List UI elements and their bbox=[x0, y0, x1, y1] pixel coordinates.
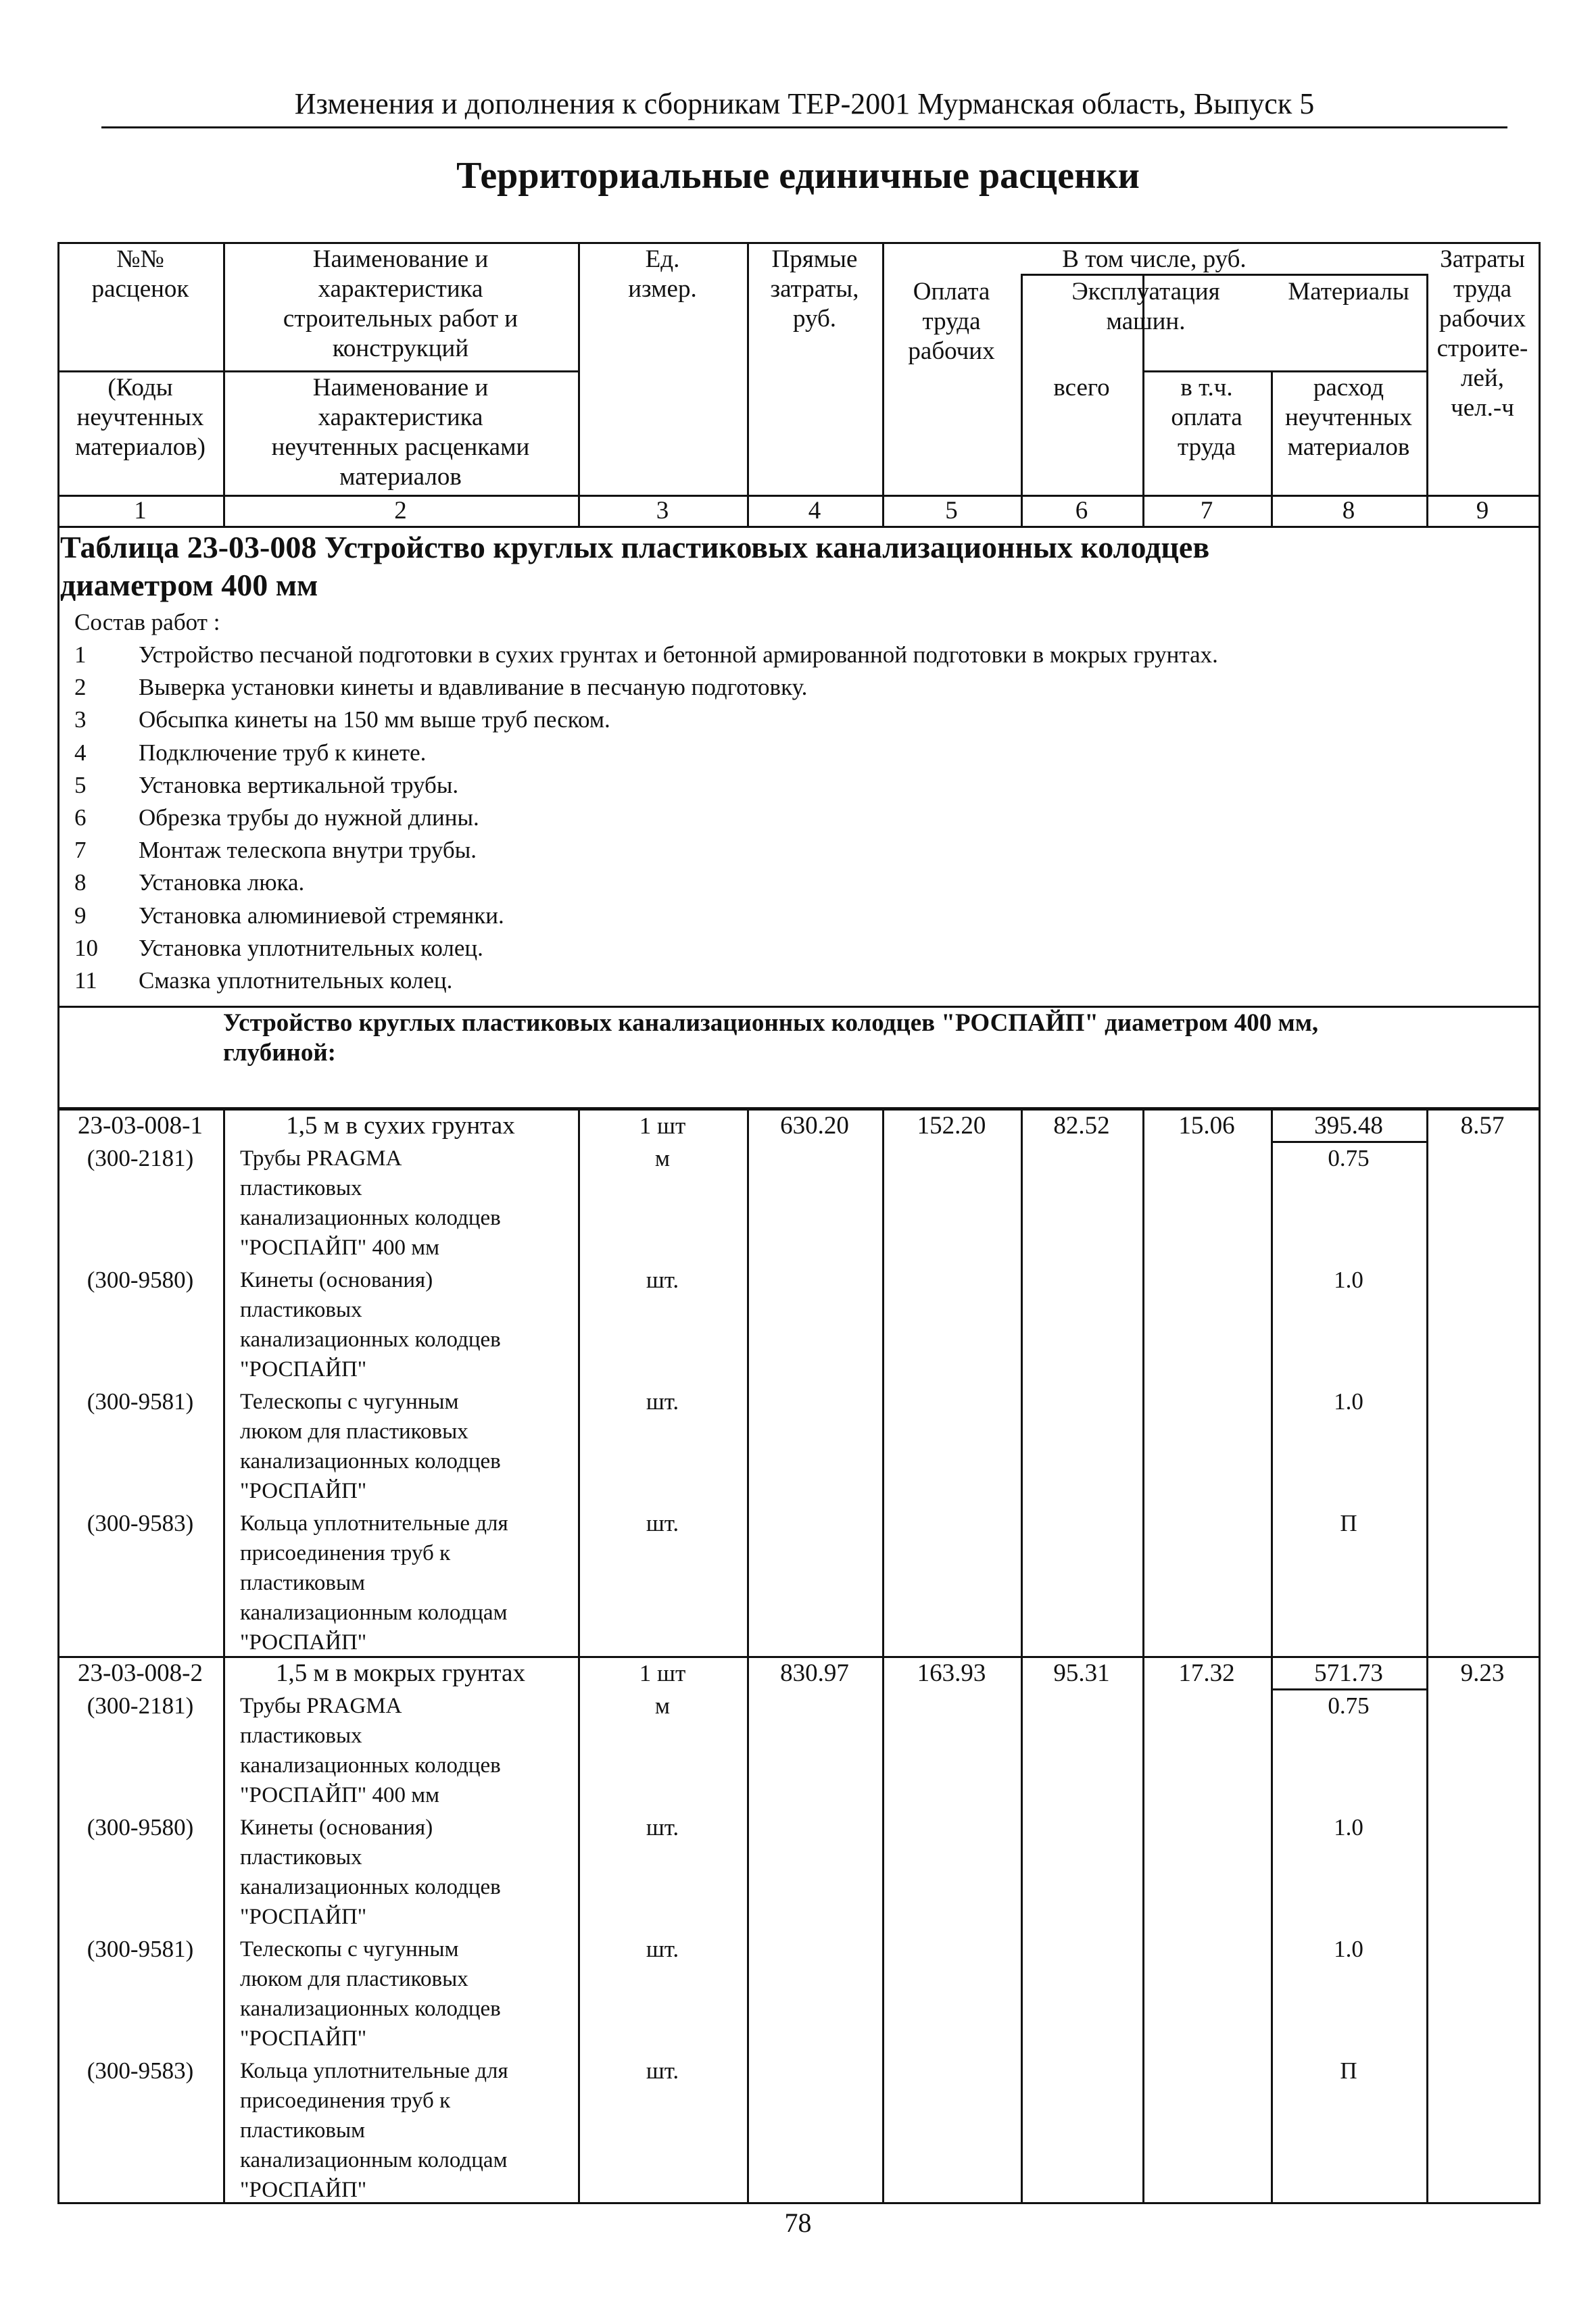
work-item-line: Монтаж телескопа внутри трубы. bbox=[139, 837, 477, 864]
column-number bbox=[1426, 496, 1539, 526]
materials-underline bbox=[1271, 1688, 1428, 1690]
material-unit bbox=[578, 1691, 747, 1721]
material-name-line: "РОСПАЙП" 400 мм bbox=[240, 1783, 440, 1807]
work-number bbox=[74, 933, 122, 964]
table-rule bbox=[1021, 1108, 1023, 1656]
rate-code-line: 23-03-008-2 bbox=[78, 1659, 203, 1687]
header-col2-top-line: Наименование и bbox=[312, 245, 489, 273]
material-unit bbox=[578, 1934, 747, 1964]
rate-labor-hours-line: 8.57 bbox=[1460, 1112, 1505, 1140]
column-number-line: 8 bbox=[1342, 497, 1355, 525]
rate-direct-cost-line: 630.20 bbox=[780, 1112, 849, 1140]
header-col4-line: руб. bbox=[792, 305, 837, 333]
header-col5-line: Оплата bbox=[913, 278, 990, 306]
header-col8-line: неучтенных bbox=[1285, 404, 1412, 431]
page-title: Территориальные единичные расценки bbox=[456, 155, 1140, 197]
table-rule bbox=[882, 1108, 884, 1656]
header-col2-bottom-line: характеристика bbox=[318, 404, 483, 431]
material-name-line: Кинеты (основания) bbox=[240, 1816, 433, 1840]
rate-labor-hours bbox=[1426, 1111, 1539, 1140]
rate-code-line: 23-03-008-1 bbox=[78, 1112, 203, 1140]
material-code-line: (300-9580) bbox=[87, 1267, 194, 1293]
header-sub-rule bbox=[1142, 370, 1428, 372]
material-code bbox=[57, 1265, 223, 1295]
header-col6-line: всего bbox=[1053, 374, 1110, 401]
header-materials bbox=[1271, 277, 1426, 307]
rate-direct-cost bbox=[747, 1659, 882, 1688]
header-col5-line: рабочих bbox=[908, 337, 995, 365]
material-code-line: (300-2181) bbox=[87, 1145, 194, 1171]
header-col2-bottom bbox=[223, 373, 578, 492]
rate-unit bbox=[578, 1111, 747, 1140]
table-rule bbox=[747, 1656, 749, 2202]
material-name-line: Телескопы с чугунным bbox=[240, 1937, 459, 1961]
work-number-line: 3 bbox=[74, 706, 87, 733]
table-rule bbox=[747, 1108, 749, 1656]
rate-machines-cost-line: 82.52 bbox=[1053, 1112, 1110, 1140]
work-item bbox=[139, 867, 1524, 898]
work-item bbox=[139, 704, 1524, 735]
works-title bbox=[74, 607, 615, 638]
material-name bbox=[223, 1387, 578, 1506]
material-name-line: Кинеты (основания) bbox=[240, 1268, 433, 1292]
header-col3 bbox=[578, 245, 747, 304]
header-col2-bottom-line: Наименование и bbox=[312, 374, 489, 401]
material-unit bbox=[578, 1265, 747, 1295]
work-number-line: 6 bbox=[74, 804, 87, 831]
rate-labor-cost-line: 152.20 bbox=[917, 1112, 986, 1140]
material-name-line: канализационных колодцев bbox=[240, 1753, 501, 1778]
column-number-line: 5 bbox=[945, 497, 958, 525]
work-number-line: 7 bbox=[74, 837, 87, 864]
material-name bbox=[223, 1144, 578, 1263]
header-top-rule bbox=[57, 242, 1541, 244]
table-rule bbox=[1539, 1656, 1541, 2202]
material-name-line: "РОСПАЙП" bbox=[240, 2178, 367, 2202]
work-number bbox=[74, 770, 122, 801]
work-item-line: Смазка уплотнительных колец. bbox=[139, 967, 453, 994]
header-machines-line: машин. bbox=[1106, 308, 1186, 335]
rate-top-rule bbox=[57, 1656, 1541, 1658]
material-name-line: Кольца уплотнительные для bbox=[240, 2059, 508, 2083]
rate-machines-cost-line: 95.31 bbox=[1053, 1659, 1110, 1687]
work-number-line: 10 bbox=[74, 934, 98, 961]
rate-direct-cost-line: 830.97 bbox=[780, 1659, 849, 1687]
material-name bbox=[223, 1509, 578, 1657]
material-unit-line: шт. bbox=[646, 1388, 679, 1415]
material-name-line: присоединения труб к bbox=[240, 1541, 451, 1565]
header-col9-line: чел.-ч bbox=[1451, 394, 1514, 422]
material-name bbox=[223, 1265, 578, 1384]
material-name bbox=[223, 2056, 578, 2205]
header-col5-line: труда bbox=[922, 308, 981, 335]
header-col1-top-line: №№ bbox=[116, 245, 164, 273]
material-quantity-line: 1.0 bbox=[1334, 1936, 1363, 1962]
rate-name bbox=[223, 1111, 578, 1140]
material-quantity-line: 1.0 bbox=[1334, 1388, 1363, 1415]
page-number: 78 bbox=[784, 2208, 812, 2238]
material-name-line: пластиковым bbox=[240, 2118, 365, 2143]
material-name-line: "РОСПАЙП" bbox=[240, 1630, 367, 1655]
material-unit-line: шт. bbox=[646, 1267, 679, 1293]
rate-machines-labor bbox=[1142, 1659, 1271, 1688]
work-number-line: 4 bbox=[74, 739, 87, 766]
rate-materials-cost-line: 571.73 bbox=[1314, 1659, 1383, 1687]
material-quantity-line: 0.75 bbox=[1328, 1692, 1370, 1719]
header-col2-top-line: строительных работ и bbox=[283, 305, 518, 333]
table-heading-line: Таблица 23-03-008 Устройство круглых пластиковых канализационных колодцев bbox=[60, 530, 1210, 564]
column-number bbox=[578, 496, 747, 526]
table-rule bbox=[1539, 526, 1541, 1107]
material-unit bbox=[578, 1144, 747, 1173]
column-number-line: 1 bbox=[134, 497, 147, 525]
work-number bbox=[74, 672, 122, 703]
work-item-line: Обрезка трубы до нужной длины. bbox=[139, 804, 479, 831]
table-rule bbox=[1271, 1108, 1273, 1656]
work-item-line: Установка уплотнительных колец. bbox=[139, 934, 483, 961]
header-col2-bottom-line: материалов bbox=[339, 463, 462, 491]
material-quantity-line: П bbox=[1340, 2057, 1357, 2084]
material-name-line: пластиковых bbox=[240, 1176, 362, 1200]
header-col7-line: в т.ч. bbox=[1180, 374, 1233, 401]
header-col7-line: труда bbox=[1177, 433, 1236, 461]
works-title-line: Состав работ : bbox=[74, 609, 220, 635]
work-number bbox=[74, 802, 122, 833]
material-quantity bbox=[1271, 1265, 1426, 1295]
material-unit-line: м bbox=[654, 1692, 671, 1719]
column-number-line: 6 bbox=[1075, 497, 1088, 525]
work-item-line: Выверка установки кинеты и вдавливание в песчаную подготовку. bbox=[139, 674, 808, 701]
material-name-line: присоединения труб к bbox=[240, 2089, 451, 2113]
header-col4 bbox=[747, 245, 882, 334]
column-number-line: 4 bbox=[808, 497, 821, 525]
material-unit-line: шт. bbox=[646, 2057, 679, 2084]
material-name-line: пластиковых bbox=[240, 1298, 362, 1322]
material-name-line: канализационных колодцев bbox=[240, 1206, 501, 1230]
material-code bbox=[57, 1813, 223, 1843]
column-number-line: 2 bbox=[394, 497, 407, 525]
work-number-line: 1 bbox=[74, 641, 87, 668]
table-rule bbox=[1271, 1656, 1273, 2202]
rate-name-line: 1,5 м в сухих грунтах bbox=[286, 1112, 515, 1140]
header-materials-line: Материалы bbox=[1288, 278, 1409, 306]
rate-materials-cost-line: 395.48 bbox=[1314, 1112, 1383, 1140]
header-col3-line: Ед. bbox=[645, 245, 680, 273]
column-number-line: 7 bbox=[1200, 497, 1213, 525]
material-name-line: канализационных колодцев bbox=[240, 1449, 501, 1473]
header-col1-bottom-line: материалов) bbox=[74, 433, 206, 461]
work-item bbox=[139, 737, 1524, 769]
material-name-line: канализационных колодцев bbox=[240, 1327, 501, 1352]
material-code-line: (300-2181) bbox=[87, 1692, 194, 1719]
material-code bbox=[57, 1144, 223, 1173]
rate-machines-cost bbox=[1021, 1111, 1142, 1140]
material-name bbox=[223, 1691, 578, 1810]
column-number bbox=[223, 496, 578, 526]
header-col5 bbox=[882, 277, 1021, 366]
running-head: Изменения и дополнения к сборникам ТЕР-2001 Мурманская область, Выпуск 5 bbox=[101, 87, 1507, 128]
table-rule bbox=[1426, 1108, 1428, 1656]
material-quantity-line: 1.0 bbox=[1334, 1814, 1363, 1841]
work-item bbox=[139, 770, 1524, 801]
table-rule bbox=[57, 526, 59, 1107]
material-name-line: канализационных колодцев bbox=[240, 1997, 501, 2021]
work-number bbox=[74, 900, 122, 931]
column-number bbox=[747, 496, 882, 526]
header-mid-rule bbox=[57, 370, 580, 372]
work-number-line: 5 bbox=[74, 771, 87, 798]
work-item bbox=[139, 639, 1524, 671]
work-item-line: Обсыпка кинеты на 150 мм выше труб песком. bbox=[139, 706, 610, 733]
materials-underline bbox=[1271, 1141, 1428, 1143]
work-number bbox=[74, 737, 122, 769]
material-unit bbox=[578, 1813, 747, 1843]
material-quantity-line: 0.75 bbox=[1328, 1145, 1370, 1171]
material-quantity-line: 1.0 bbox=[1334, 1267, 1363, 1293]
material-quantity bbox=[1271, 2056, 1426, 2086]
material-code bbox=[57, 1387, 223, 1417]
material-name bbox=[223, 1934, 578, 2053]
material-code bbox=[57, 2056, 223, 2086]
table-rule bbox=[57, 1656, 59, 2202]
header-col1-bottom bbox=[57, 373, 223, 462]
header-col2-top-line: характеристика bbox=[318, 275, 483, 303]
work-item bbox=[139, 835, 1524, 866]
works-bottom-rule bbox=[57, 1006, 1541, 1008]
material-name-line: люком для пластиковых bbox=[240, 1419, 468, 1444]
material-code-line: (300-9583) bbox=[87, 1510, 194, 1536]
table-rule bbox=[57, 1108, 59, 1656]
material-name-line: пластиковых bbox=[240, 1845, 362, 1870]
rate-unit-line: 1 шт bbox=[639, 1660, 686, 1686]
material-unit bbox=[578, 2056, 747, 2086]
material-quantity bbox=[1271, 1509, 1426, 1538]
rate-name bbox=[223, 1659, 578, 1688]
material-code-line: (300-9580) bbox=[87, 1814, 194, 1841]
work-number-line: 9 bbox=[74, 902, 87, 929]
work-item bbox=[139, 672, 1524, 703]
header-col1-top-line: расценок bbox=[91, 275, 189, 303]
table-heading bbox=[60, 529, 1534, 604]
material-name-line: канализационным колодцам bbox=[240, 2148, 508, 2172]
material-name-line: пластиковым bbox=[240, 1571, 365, 1595]
material-name-line: "РОСПАЙП" bbox=[240, 1479, 367, 1503]
material-name-line: канализационным колодцам bbox=[240, 1601, 508, 1625]
column-number-line: 9 bbox=[1476, 497, 1489, 525]
material-quantity bbox=[1271, 1691, 1426, 1721]
table-rule bbox=[578, 1656, 580, 2202]
header-machines-line: Эксплуатация bbox=[1071, 278, 1220, 306]
header-col2-top-line: конструкций bbox=[332, 335, 469, 362]
material-quantity bbox=[1271, 1144, 1426, 1173]
material-name-line: люком для пластиковых bbox=[240, 1967, 468, 1991]
header-col8 bbox=[1271, 373, 1426, 462]
material-name-line: канализационных колодцев bbox=[240, 1875, 501, 1899]
material-code bbox=[57, 1934, 223, 1964]
work-item-line: Подключение труб к кинете. bbox=[139, 739, 427, 766]
work-number-line: 11 bbox=[74, 967, 97, 994]
material-name-line: "РОСПАЙП" bbox=[240, 2026, 367, 2051]
table-heading-line: диаметром 400 мм bbox=[60, 568, 318, 602]
header-machines bbox=[1021, 277, 1271, 337]
header-col1-bottom-line: (Коды bbox=[107, 374, 173, 401]
material-unit-line: шт. bbox=[646, 1936, 679, 1962]
rate-materials-cost bbox=[1271, 1111, 1426, 1140]
material-unit bbox=[578, 1387, 747, 1417]
rate-labor-cost-line: 163.93 bbox=[917, 1659, 986, 1687]
subheading-line: Устройство круглых пластиковых канализационных колодцев "РОСПАЙП" диаметром 400 мм, bbox=[223, 1009, 1319, 1037]
column-number bbox=[57, 496, 223, 526]
material-quantity bbox=[1271, 1934, 1426, 1964]
work-number bbox=[74, 835, 122, 866]
work-item bbox=[139, 802, 1524, 833]
work-number bbox=[74, 704, 122, 735]
rate-materials-cost bbox=[1271, 1659, 1426, 1688]
material-unit bbox=[578, 1509, 747, 1538]
header-group-line: В том числе, руб. bbox=[1062, 245, 1247, 273]
header-col8-line: расход bbox=[1313, 374, 1384, 401]
table-rule bbox=[1426, 1656, 1428, 2202]
table-rule bbox=[1142, 1108, 1144, 1656]
table-rule bbox=[1539, 242, 1541, 526]
header-col9-line: лей, bbox=[1461, 364, 1504, 392]
colnum-bottom-rule bbox=[57, 526, 1541, 528]
header-col9-line: рабочих bbox=[1438, 305, 1526, 333]
work-number-line: 8 bbox=[74, 869, 87, 896]
header-col2-top bbox=[223, 245, 578, 364]
material-code bbox=[57, 1509, 223, 1538]
material-quantity bbox=[1271, 1387, 1426, 1417]
rate-code bbox=[57, 1111, 223, 1140]
rate-labor-cost bbox=[882, 1111, 1021, 1140]
material-name-line: "РОСПАЙП" 400 мм bbox=[240, 1236, 440, 1260]
header-col7-line: оплата bbox=[1171, 404, 1242, 431]
header-col6 bbox=[1021, 373, 1142, 403]
rate-machines-cost bbox=[1021, 1659, 1142, 1688]
rate-name-line: 1,5 м в мокрых грунтах bbox=[276, 1659, 525, 1687]
rate-machines-labor-line: 17.32 bbox=[1178, 1659, 1235, 1687]
subheading-line: глубиной: bbox=[223, 1039, 336, 1067]
material-unit-line: шт. bbox=[646, 1814, 679, 1841]
table-rule bbox=[1021, 1656, 1023, 2202]
rate-direct-cost bbox=[747, 1111, 882, 1140]
work-number-line: 2 bbox=[74, 674, 87, 701]
work-item bbox=[139, 965, 1524, 996]
rate-machines-labor bbox=[1142, 1111, 1271, 1140]
column-number-line: 3 bbox=[656, 497, 669, 525]
header-col9 bbox=[1426, 245, 1539, 423]
work-item-line: Установка вертикальной трубы. bbox=[139, 771, 459, 798]
material-name-line: Телескопы с чугунным bbox=[240, 1390, 459, 1414]
material-name bbox=[223, 1813, 578, 1932]
header-col7 bbox=[1142, 373, 1271, 462]
header-col1-top bbox=[57, 245, 223, 304]
table-rule bbox=[882, 1656, 884, 2202]
header-col9-line: строите- bbox=[1436, 335, 1528, 362]
material-code-line: (300-9583) bbox=[87, 2057, 194, 2084]
header-col3-line: измер. bbox=[628, 275, 697, 303]
header-col4-line: затраты, bbox=[770, 275, 859, 303]
material-quantity-line: П bbox=[1340, 1510, 1357, 1536]
subheading bbox=[223, 1008, 1528, 1068]
material-name-line: пластиковых bbox=[240, 1724, 362, 1748]
material-name-line: Трубы PRAGMA bbox=[240, 1146, 402, 1171]
work-item-line: Устройство песчаной подготовки в сухих грунтах и бетонной армированной подготовки в мокрых грунтах. bbox=[139, 641, 1218, 668]
material-name-line: Трубы PRAGMA bbox=[240, 1694, 402, 1718]
header-col1-bottom-line: неучтенных bbox=[76, 404, 204, 431]
rate-labor-cost bbox=[882, 1659, 1021, 1688]
work-item-line: Установка люка. bbox=[139, 869, 305, 896]
table-rule bbox=[578, 1108, 580, 1656]
material-code-line: (300-9581) bbox=[87, 1388, 194, 1415]
header-col9-line: Затраты bbox=[1440, 245, 1525, 273]
header-col2-bottom-line: неучтенных расценками bbox=[271, 433, 530, 461]
rate-top-rule bbox=[57, 1108, 1541, 1111]
header-col9-line: труда bbox=[1453, 275, 1512, 303]
rate-code bbox=[57, 1659, 223, 1688]
work-number bbox=[74, 965, 122, 996]
column-number bbox=[1271, 496, 1426, 526]
rate-machines-labor-line: 15.06 bbox=[1178, 1112, 1235, 1140]
material-code bbox=[57, 1691, 223, 1721]
material-unit-line: м bbox=[654, 1145, 671, 1171]
work-item bbox=[139, 933, 1524, 964]
material-code-line: (300-9581) bbox=[87, 1936, 194, 1962]
work-item-line: Установка алюминиевой стремянки. bbox=[139, 902, 504, 929]
work-item bbox=[139, 900, 1524, 931]
material-name-line: Кольца уплотнительные для bbox=[240, 1511, 508, 1536]
column-number bbox=[1142, 496, 1271, 526]
table-rule bbox=[1142, 1656, 1144, 2202]
column-number bbox=[882, 496, 1021, 526]
table-rule bbox=[1539, 1108, 1541, 1656]
header-col4-line: Прямые bbox=[771, 245, 858, 273]
material-name-line: "РОСПАЙП" bbox=[240, 1905, 367, 1929]
material-unit-line: шт. bbox=[646, 1510, 679, 1536]
column-number bbox=[1021, 496, 1142, 526]
work-number bbox=[74, 867, 122, 898]
header-group bbox=[882, 245, 1426, 274]
material-name-line: "РОСПАЙП" bbox=[240, 1357, 367, 1382]
rate-labor-hours-line: 9.23 bbox=[1460, 1659, 1505, 1687]
rate-unit bbox=[578, 1659, 747, 1688]
rate-unit-line: 1 шт bbox=[639, 1113, 686, 1139]
work-number bbox=[74, 639, 122, 671]
rate-labor-hours bbox=[1426, 1659, 1539, 1688]
material-quantity bbox=[1271, 1813, 1426, 1843]
header-col8-line: материалов bbox=[1287, 433, 1410, 461]
